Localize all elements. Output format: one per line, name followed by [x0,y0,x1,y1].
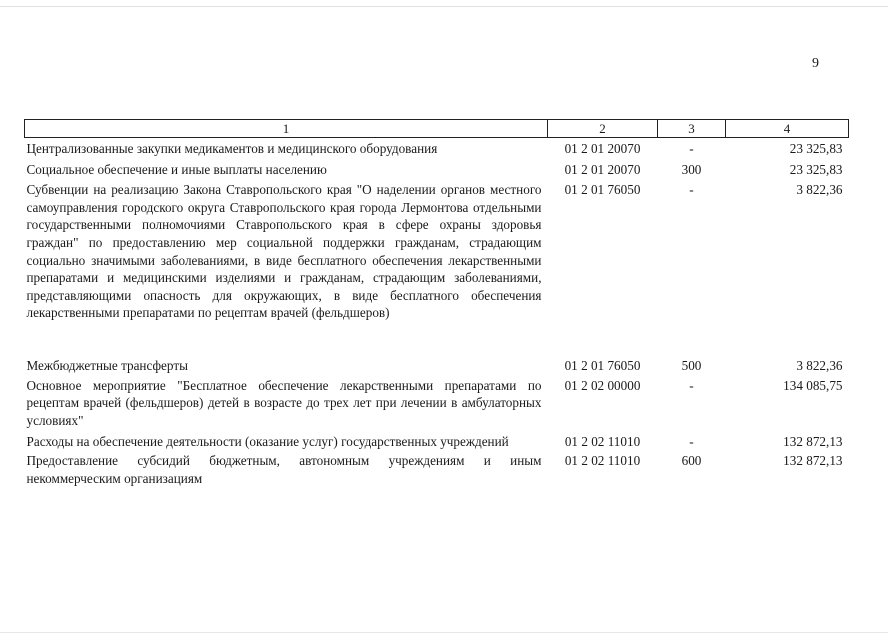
row-code: 01 2 01 20070 [564,141,641,156]
header-col-3: 3 [658,120,726,138]
table-row [25,375,849,430]
row-code: 01 2 02 00000 [564,377,641,393]
table-row [25,450,849,487]
row-name: Расходы на обеспечение деятельности (оказание услуг) государственных учреждений [26,433,509,449]
header-col-4: 4 [726,120,849,138]
table-row [25,357,849,375]
row-code: 01 2 02 11010 [564,433,641,449]
row-type: - [689,182,694,198]
budget-table [24,119,848,487]
header-col-2: 2 [548,120,658,138]
table-row [25,138,849,158]
row-name: Основное мероприятие "Бесплатное обеспечение лекарственными препаратами по рецептам врачей (фельдшеров) детей в возрасте до трех лет при лечении в амбулаторных условиях" [26,377,542,428]
table-row [25,430,849,451]
row-amount: 3 822,36 [796,358,843,374]
row-name: Предоставление субсидий бюджетным, автономным учреждениям и иным некоммерческим организациям [26,453,542,486]
row-amount: 23 325,83 [789,161,843,177]
table-header-row [25,120,849,138]
scan-edge-bottom [0,632,888,633]
row-code: 01 2 01 20070 [564,161,641,177]
table-row [25,158,849,179]
row-code: 01 2 01 76050 [564,358,641,374]
row-type: 300 [681,161,702,177]
row-name: Социальное обеспечение и иные выплаты населению [26,161,327,177]
page-number: 9 [812,56,819,71]
row-amount: 134 085,75 [783,377,843,393]
row-type: - [689,141,694,156]
row-type: - [689,377,694,393]
row-amount: 23 325,83 [789,141,843,156]
row-code: 01 2 02 11010 [564,453,641,469]
row-name: Межбюджетные трансферты [26,358,188,374]
row-code: 01 2 01 76050 [564,182,641,198]
header-col-1: 1 [25,120,548,138]
row-type: - [689,433,694,449]
scan-edge-top [0,6,888,7]
table-row [25,178,849,357]
row-name: Централизованные закупки медикаментов и медицинского оборудования [26,141,438,156]
row-type: 500 [681,358,702,374]
row-amount: 3 822,36 [796,182,843,198]
row-name: Субвенции на реализацию Закона Ставропольского края "О наделении органов местного самоуправления городского округа Ставропольского края города Лермонтова отдельными государственными полномочиями Ставропольского края в сфере охраны здоровья граждан" по предоставлению мер социальной поддержки гражданам, страдающим социально значимыми заболеваниями, в виде бесплатного обеспечения лекарственными препаратами и медицинскими изделиями и гражданам, страдающим заболеваниями, представляющими опасность для окружающих, в виде бесплатного обеспечения лекарственными препаратами по рецептам врачей (фельдшеров) [26,182,542,321]
row-amount: 132 872,13 [783,453,843,469]
row-type: 600 [681,453,702,469]
row-amount: 132 872,13 [783,433,843,449]
